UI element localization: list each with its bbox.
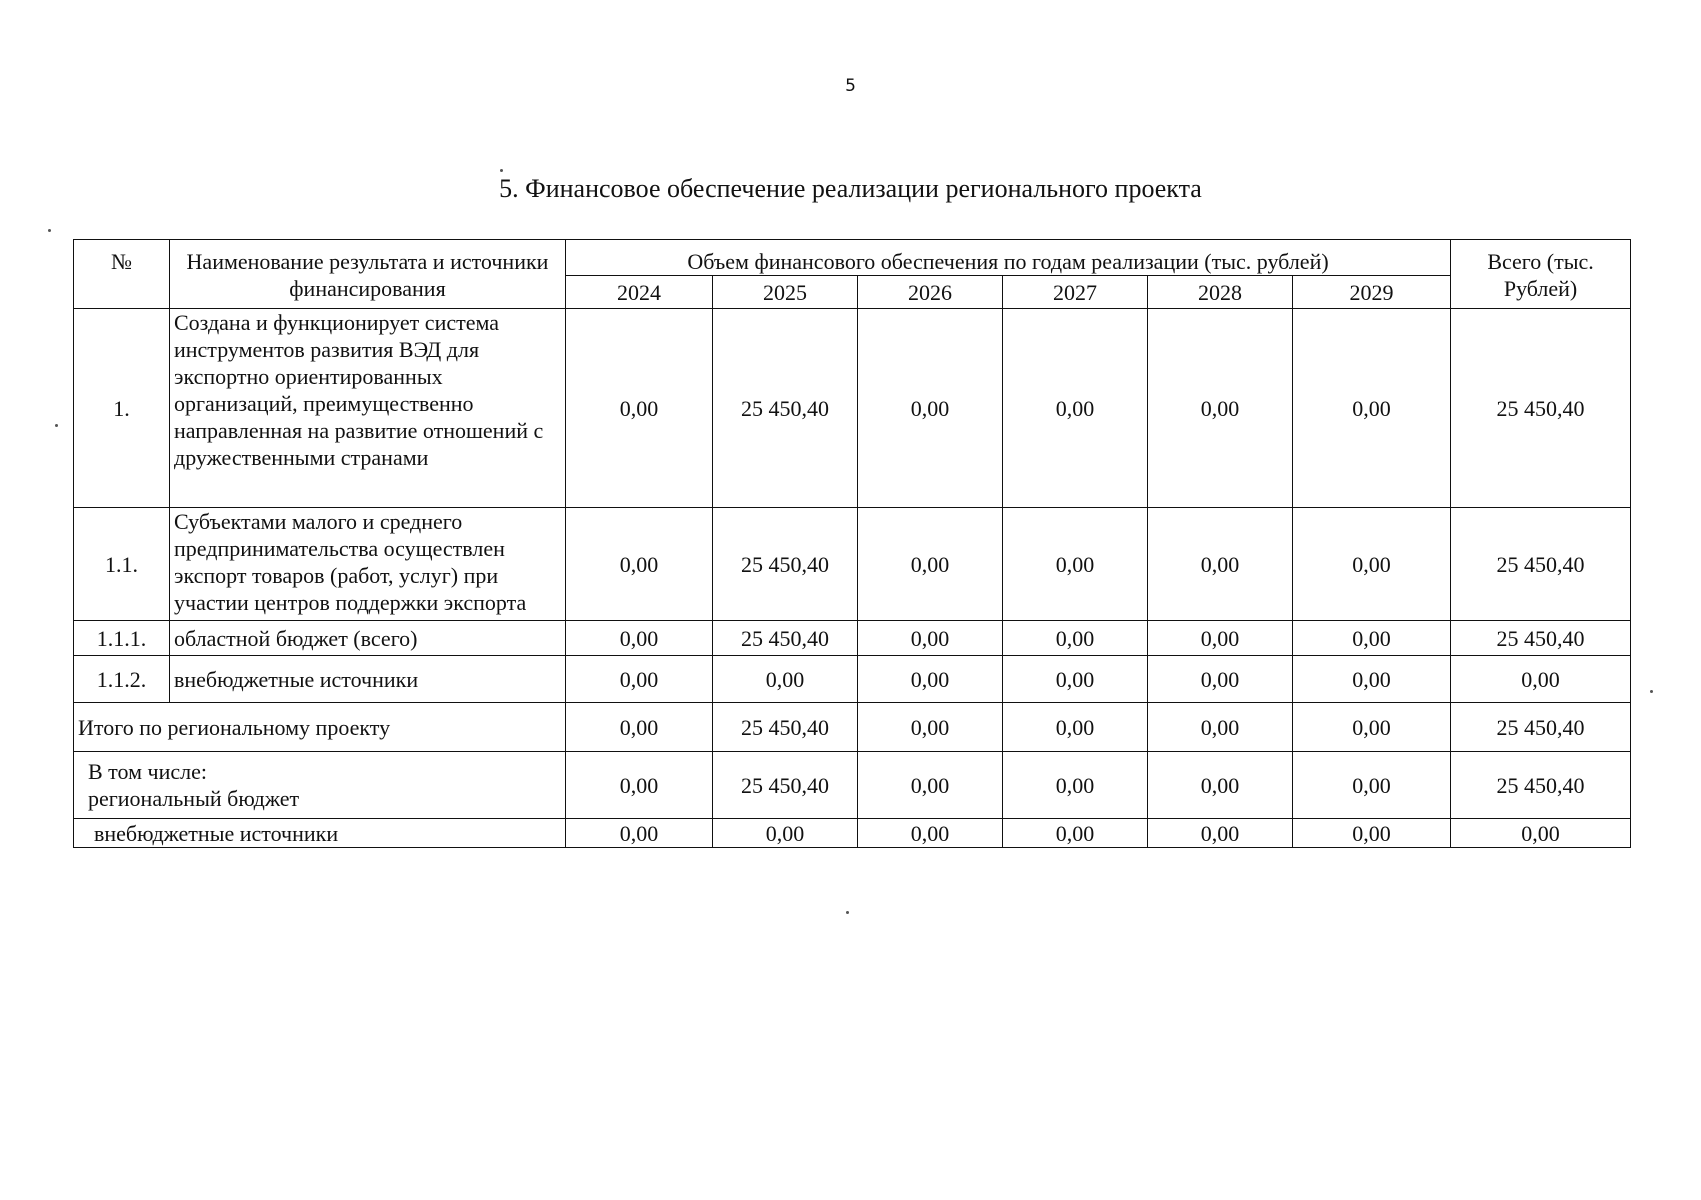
- summary-row: [74, 819, 1631, 848]
- table-row: [74, 621, 1631, 656]
- row-value: 0,00: [1003, 508, 1148, 621]
- summary-total: 25 450,40: [1451, 752, 1631, 819]
- summary-value: 0,00: [566, 703, 713, 752]
- row-value: 0,00: [1148, 621, 1293, 656]
- summary-total: 25 450,40: [1451, 703, 1631, 752]
- header-name: Наименование результата и источники финансирования: [170, 240, 566, 309]
- row-value: 0,00: [1293, 309, 1451, 508]
- row-number: 1.1.: [74, 508, 170, 621]
- summary-value: 0,00: [1148, 819, 1293, 848]
- summary-value: 0,00: [1293, 752, 1451, 819]
- row-value: 0,00: [1003, 656, 1148, 703]
- summary-label-line: В том числе:: [88, 759, 207, 784]
- row-total: 0,00: [1451, 656, 1631, 703]
- row-value: 0,00: [1293, 656, 1451, 703]
- summary-label: внебюджетные источники: [74, 819, 566, 848]
- row-value: 0,00: [1003, 309, 1148, 508]
- row-value: 0,00: [858, 309, 1003, 508]
- table-header-row: [74, 240, 1631, 276]
- summary-value: 0,00: [1148, 752, 1293, 819]
- summary-value: 0,00: [1003, 819, 1148, 848]
- summary-value: 0,00: [1293, 703, 1451, 752]
- row-name: Создана и функционирует система инструментов развития ВЭД для экспортно ориентированных организаций, преимущественно направленная на развитие отношений с дружественными странами: [170, 309, 566, 508]
- row-value: 0,00: [858, 508, 1003, 621]
- row-name: областной бюджет (всего): [170, 621, 566, 656]
- summary-value: 0,00: [858, 819, 1003, 848]
- row-value: 0,00: [1003, 621, 1148, 656]
- row-value: 0,00: [858, 656, 1003, 703]
- row-value: 0,00: [566, 621, 713, 656]
- summary-label-line: региональный бюджет: [88, 786, 300, 811]
- table-row: [74, 508, 1631, 621]
- row-value: 25 450,40: [713, 621, 858, 656]
- table-row: [74, 309, 1631, 508]
- header-year: 2026: [858, 276, 1003, 309]
- row-value: 25 450,40: [713, 309, 858, 508]
- header-year: 2027: [1003, 276, 1148, 309]
- table-row: [74, 656, 1631, 703]
- row-value: 0,00: [566, 656, 713, 703]
- summary-value: 0,00: [566, 819, 713, 848]
- summary-total: 0,00: [1451, 819, 1631, 848]
- row-value: 0,00: [1148, 309, 1293, 508]
- header-year: 2029: [1293, 276, 1451, 309]
- row-value: 0,00: [1293, 508, 1451, 621]
- row-total: 25 450,40: [1451, 621, 1631, 656]
- row-total: 25 450,40: [1451, 309, 1631, 508]
- row-value: 0,00: [713, 656, 858, 703]
- row-total: 25 450,40: [1451, 508, 1631, 621]
- scan-speck: [55, 424, 58, 427]
- summary-value: 25 450,40: [713, 703, 858, 752]
- row-number: 1.1.1.: [74, 621, 170, 656]
- summary-value: 0,00: [1293, 819, 1451, 848]
- summary-value: 0,00: [1148, 703, 1293, 752]
- scan-speck: [1650, 690, 1653, 693]
- row-name: Субъектами малого и среднего предпринимательства осуществлен экспорт товаров (работ, услуг) при участии центров поддержки экспорта: [170, 508, 566, 621]
- header-total: Всего (тыс. Рублей): [1451, 240, 1631, 309]
- header-volume: Объем финансового обеспечения по годам реализации (тыс. рублей): [566, 240, 1451, 276]
- summary-value: 0,00: [713, 819, 858, 848]
- scan-speck: [500, 169, 503, 172]
- summary-label: [74, 752, 566, 819]
- row-value: 0,00: [1148, 656, 1293, 703]
- section-title: 5. Финансовое обеспечение реализации регионального проекта: [499, 174, 1202, 203]
- header-year: 2024: [566, 276, 713, 309]
- summary-value: 0,00: [858, 703, 1003, 752]
- row-number: 1.1.2.: [74, 656, 170, 703]
- row-name: внебюджетные источники: [170, 656, 566, 703]
- summary-value: 25 450,40: [713, 752, 858, 819]
- financing-table: [73, 239, 1631, 848]
- row-value: 0,00: [1148, 508, 1293, 621]
- row-value: 25 450,40: [713, 508, 858, 621]
- summary-row: [74, 752, 1631, 819]
- header-num: №: [74, 240, 170, 309]
- summary-label: Итого по региональному проекту: [74, 703, 566, 752]
- summary-row: [74, 703, 1631, 752]
- summary-value: 0,00: [1003, 703, 1148, 752]
- header-year: 2025: [713, 276, 858, 309]
- summary-value: 0,00: [566, 752, 713, 819]
- row-value: 0,00: [566, 309, 713, 508]
- summary-value: 0,00: [1003, 752, 1148, 819]
- header-year: 2028: [1148, 276, 1293, 309]
- scan-speck: [846, 911, 849, 914]
- row-value: 0,00: [1293, 621, 1451, 656]
- page-number: 5: [845, 76, 856, 96]
- row-number: 1.: [74, 309, 170, 508]
- row-value: 0,00: [858, 621, 1003, 656]
- row-value: 0,00: [566, 508, 713, 621]
- summary-value: 0,00: [858, 752, 1003, 819]
- scan-speck: [48, 229, 51, 232]
